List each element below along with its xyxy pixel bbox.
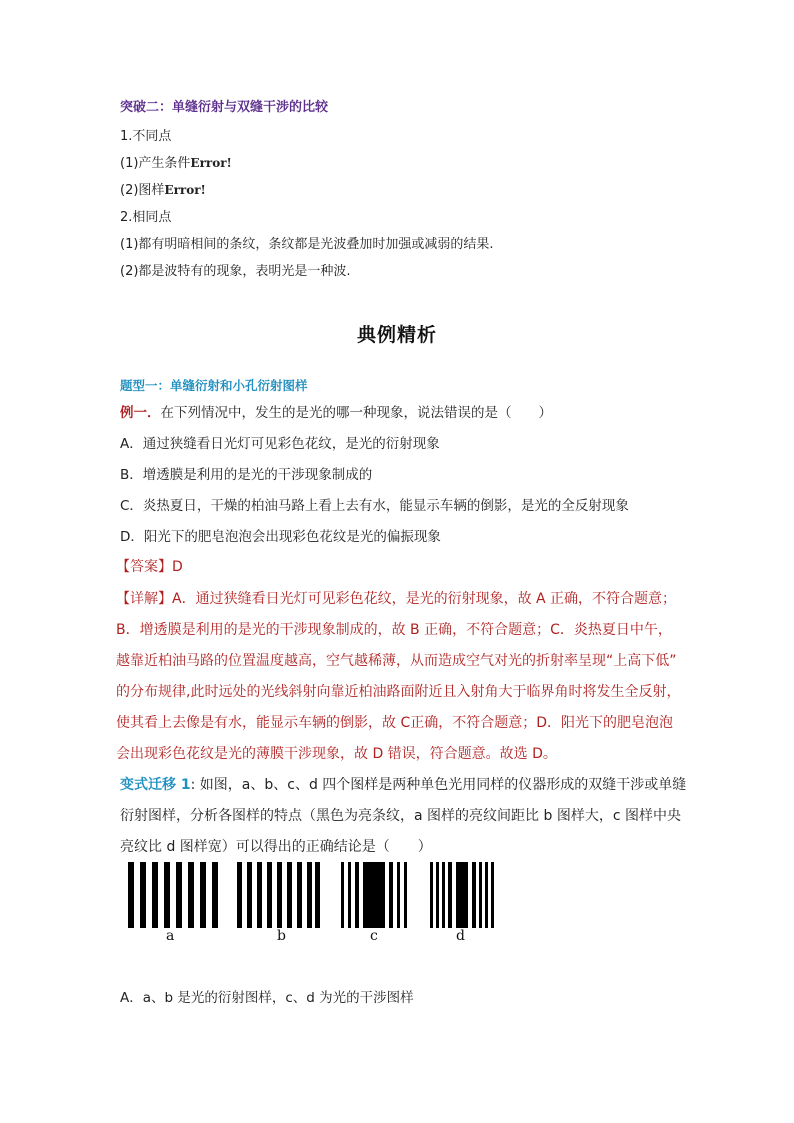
pattern-label-d: d [456,928,465,944]
variant-question-line: 亮纹比 d 图样宽）可以得出的正确结论是（ ） [120,839,432,855]
pattern-b [237,862,320,928]
pattern-bar [404,862,407,928]
pattern-bar [267,862,272,928]
pattern-bar [297,862,302,928]
pattern-bar [164,862,170,928]
option-d: D．阳光下的肥皂泡泡会出现彩色花纹是光的偏振现象 [120,529,441,545]
pattern-bar [176,862,182,928]
pattern-line: (2)图样Error! [120,183,206,198]
similarity-2: (2)都是波特有的现象，表明光是一种波. [120,264,351,279]
pattern-d [430,862,494,928]
variant-question-line: 衍射图样，分析各图样的特点（黑色为亮条纹，a 图样的亮纹间距比 b 图样大，c 图样中央 [120,808,681,824]
pattern-bar [456,862,468,928]
explanation-line: 【详解】A．通过狭缝看日光灯可见彩色花纹，是光的衍射现象，故 A 正确，不符合题意； [116,591,677,607]
pattern-bar [348,862,351,928]
pattern-bar [237,862,242,928]
option-b: B．增透膜是利用的是光的干涉现象制成的 [120,467,373,483]
pattern-bar [128,862,134,928]
pattern-bar [257,862,262,928]
pattern-label-a: a [166,928,175,944]
option-a: A．通过狭缝看日光灯可见彩色花纹，是光的衍射现象 [120,436,440,452]
explanation-line: 的分布规律,此时远处的光线斜射向靠近柏油路面附近且入射角大于临界角时将发生全反射， [116,684,681,700]
pattern-bar [355,862,359,928]
answer: 【答案】D [116,559,183,575]
pattern-bar [397,862,400,928]
variant-option-a: A．a、b 是光的衍射图样，c、d 为光的干涉图样 [120,990,414,1006]
pattern-label-b: b [277,928,286,944]
pattern-a [128,862,218,928]
pattern-bar [479,862,482,928]
condition-line: (1)产生条件Error! [120,156,232,171]
pattern-bar [363,862,385,928]
breakthrough-title: 突破二：单缝衍射与双缝干涉的比较 [120,100,329,115]
pattern-bar [212,862,218,928]
explanation-line: 会出现彩色花纹是光的薄膜干涉现象，故 D 错误，符合题意。故选 D。 [116,746,557,762]
pattern-bar [341,862,344,928]
pattern-bar [436,862,439,928]
pattern-bar [140,862,146,928]
difference-heading: 1.不同点 [120,129,172,144]
pattern-bar [200,862,206,928]
pattern-bar [277,862,282,928]
pattern-bar [188,862,194,928]
pattern-bar [247,862,252,928]
pattern-bar [472,862,476,928]
pattern-bar [287,862,292,928]
pattern-bar [389,862,393,928]
explanation-line: 使其看上去像是有水，能显示车辆的倒影，故 C正确，不符合题意；D．阳光下的肥皂泡泡 [116,715,674,731]
pattern-bar [442,862,445,928]
question-type-title: 题型一：单缝衍射和小孔衍射图样 [120,378,308,393]
pattern-bar [430,862,433,928]
explanation-line: 越靠近柏油马路的位置温度越高，空气越稀薄，从而造成空气对光的折射率呈现“上高下低” [116,653,677,669]
similarity-heading: 2.相同点 [120,210,172,225]
pattern-bar [315,862,320,928]
variant-question-line: 变式迁移 1: 如图，a、b、c、d 四个图样是两种单色光用同样的仪器形成的双缝干涉或单缝 [120,777,687,793]
pattern-label-c: c [370,928,378,944]
pattern-bar [152,862,158,928]
explanation-line: B．增透膜是利用的是光的干涉现象制成的，故 B 正确，不符合题意；C．炎热夏日中午， [116,622,672,638]
pattern-bar [307,862,312,928]
similarity-1: (1)都有明暗相间的条纹，条纹都是光波叠加时加强或减弱的结果. [120,237,494,252]
option-c: C．炎热夏日，干燥的柏油马路上看上去有水，能显示车辆的倒影，是光的全反射现象 [120,498,629,514]
pattern-bar [448,862,452,928]
pattern-c [341,862,407,928]
pattern-bar [491,862,494,928]
pattern-bar [485,862,488,928]
example-question: 例一．在下列情况中，发生的是光的哪一种现象，说法错误的是（ ） [120,405,552,421]
section-heading: 典例精析 [356,324,437,346]
